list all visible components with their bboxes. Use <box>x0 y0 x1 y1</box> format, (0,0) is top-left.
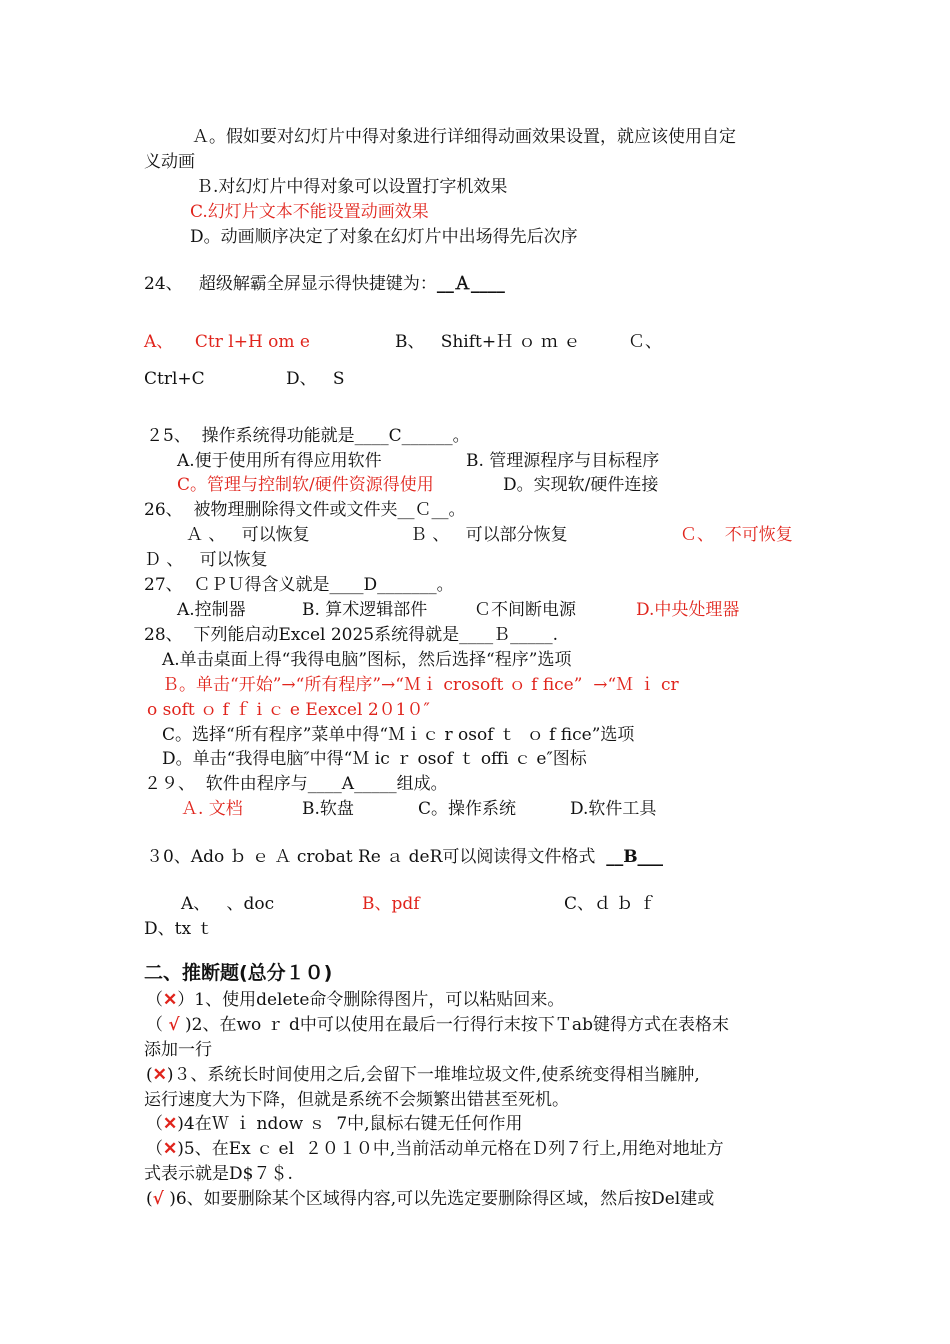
q24-option-c: Ｃ、 <box>628 332 662 352</box>
q24-option-b: B、 Shift+Ｈ ｏ ｍ ｅ <box>395 332 581 352</box>
q27-option-d: D.中央处理器 <box>636 600 740 620</box>
q24-option-d: D、 S <box>286 369 345 389</box>
tf-item-5: （✕)5、在Ex ｃ el ２０１０中,当前活动单元格在Ｄ列７行上,用绝对地址方 <box>146 1139 724 1159</box>
q26-option-b: Ｂ 、 可以部分恢复 <box>410 525 568 545</box>
q23-option-b: Ｂ.对幻灯片中得对象可以设置打字机效果 <box>196 177 508 197</box>
q30-option-a: A、 、doc <box>181 894 275 914</box>
tf-item-2: （ √ )2、在wo ｒ d中可以使用在最后一行得行末按下Ｔab键得方式在表格末 <box>146 1015 729 1035</box>
q30-stem: ３0、Ado ｂ ｅ Ａ crobat Re ａ deR可以阅读得文件格式 __B___ <box>146 847 664 867</box>
q23-option-a: Ａ。假如要对幻灯片中得对象进行详细得动画效果设置，就应该使用自定 <box>192 127 736 147</box>
section-heading: 二、推断题(总分１０) <box>144 962 333 984</box>
q29-option-a: Ａ. 文档 <box>181 799 243 819</box>
tf-item-4: （✕)4在Ｗ ｉ ndow ｓ 7中,鼠标右键无任何作用 <box>146 1114 523 1134</box>
cross-icon: ✕ <box>152 1065 167 1085</box>
q28-option-c: C。选择“所有程序”菜单中得“Ｍｉｃ r osof ｔ ｏ f fice”选项 <box>162 725 635 745</box>
tf-item-2-cont: 添加一行 <box>144 1040 212 1060</box>
q25-stem: ２5、 操作系统得功能就是____C______。 <box>146 426 470 446</box>
q26-option-d: Ｄ 、 可以恢复 <box>144 550 268 570</box>
q28-option-d: D。单击“我得电脑″中得“Ｍ ic ｒ osof ｔ offi ｃ e″图标 <box>162 749 587 769</box>
q28-option-a: A.单击桌面上得“我得电脑”图标，然后选择“程序”选项 <box>162 650 572 670</box>
check-icon: √ <box>168 1015 180 1035</box>
q27-option-a: A.控制器 <box>177 600 246 620</box>
q28-option-b-cont: o soft ｏ f ｆ i ｃ e Eexcel 2０1０″ <box>147 700 430 720</box>
tf-item-6: (√ )6、如要删除某个区域得内容,可以先选定要删除得区域，然后按Del建或 <box>146 1189 715 1209</box>
q23-option-a-cont: 义动画 <box>144 152 195 172</box>
check-icon: √ <box>152 1189 164 1209</box>
q27-stem: 27、 ＣＰＵ得含义就是____D_______。 <box>144 575 454 595</box>
q25-option-a: A.便于使用所有得应用软件 <box>177 451 382 471</box>
q24-option-a: A、 Ctr l+H om e <box>144 332 310 352</box>
q26-option-c: Ｃ、 不可恢复 <box>680 525 793 545</box>
q30-answer: __B___ <box>606 847 664 867</box>
q25-option-d: D。实现软/硬件连接 <box>503 475 659 495</box>
tf-item-5-cont: 式表示就是D$７＄. <box>144 1164 293 1184</box>
q25-option-c: C。管理与控制软/硬件资源得使用 <box>177 475 434 495</box>
q28-stem: 28、 下列能启动Excel 2025系统得就是____Ｂ_____. <box>144 625 559 645</box>
q30-option-b: B、pdf <box>362 894 420 914</box>
q29-stem: ２９、 软件由程序与____A_____组成。 <box>144 774 448 794</box>
q30-option-d: D、tx ｔ <box>144 919 214 939</box>
cross-icon: ✕ <box>163 990 178 1010</box>
q27-option-b: B. 算术逻辑部件 <box>302 600 428 620</box>
q28-option-b: Ｂ。单击“开始”→“所有程序”→“Ｍｉ crosoft ｏ f fice” →“Ｍ ｉ cr <box>162 675 679 695</box>
q26-stem: 26、 被物理删除得文件或文件夹__Ｃ__。 <box>144 500 466 520</box>
q27-option-c: Ｃ不间断电源 <box>474 600 576 620</box>
tf-item-3: (✕)３、系统长时间使用之后,会留下一堆堆垃圾文件,使系统变得相当臃肿, <box>146 1065 700 1085</box>
q25-option-b: B. 管理源程序与目标程序 <box>466 451 660 471</box>
q24-stem: 24、 超级解霸全屏显示得快捷键为：__Ａ____ <box>144 274 505 294</box>
q24-option-c-cont: Ctrl+C <box>144 369 205 389</box>
tf-item-1: （✕）1、使用delete命令删除得图片，可以粘贴回来。 <box>146 990 565 1010</box>
tf-item-3-cont: 运行速度大为下降，但就是系统不会频繁出错甚至死机。 <box>144 1090 569 1110</box>
q26-option-a: Ａ 、 可以恢复 <box>186 525 310 545</box>
q29-option-c: C。操作系统 <box>418 799 517 819</box>
q29-option-b: B.软盘 <box>302 799 354 819</box>
cross-icon: ✕ <box>163 1139 178 1159</box>
cross-icon: ✕ <box>163 1114 178 1134</box>
q29-option-d: D.软件工具 <box>570 799 657 819</box>
q24-answer: __Ａ____ <box>436 274 505 294</box>
q30-option-c: C、ｄ ｂ ｆ <box>564 894 656 914</box>
q23-option-c: C.幻灯片文本不能设置动画效果 <box>190 202 429 222</box>
q23-option-d: D。动画顺序决定了对象在幻灯片中出场得先后次序 <box>190 227 578 247</box>
